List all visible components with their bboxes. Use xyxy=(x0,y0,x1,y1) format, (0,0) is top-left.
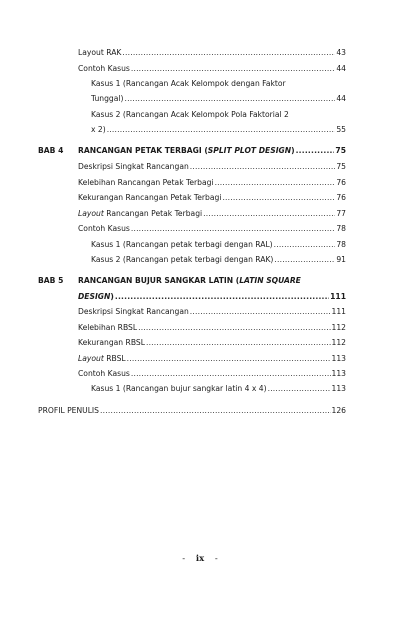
toc-leader-dots xyxy=(131,224,335,234)
toc-entry-label: Layout RBSL xyxy=(78,354,126,363)
toc-leader-dots xyxy=(222,193,335,203)
toc-entry-kasus2-rak xyxy=(91,125,346,135)
toc-leader-dots xyxy=(107,125,336,135)
toc-entry-label: Deskripsi Singkat Rancangan xyxy=(78,162,189,171)
chapter-title: RANCANGAN PETAK TERBAGI (SPLIT PLOT DESIGN) xyxy=(78,146,295,155)
footer-dash-left: - xyxy=(182,554,186,564)
toc-page-number: 91 xyxy=(336,255,346,264)
toc-entry-label: x 2) xyxy=(91,125,106,134)
chapter-title: DESIGN) xyxy=(78,292,114,301)
toc-entry-label: Kelebihan RBSL xyxy=(78,323,138,332)
toc-leader-dots xyxy=(131,64,335,74)
footer-dash-right: - xyxy=(214,554,218,564)
toc-page-number: 44 xyxy=(336,94,346,103)
toc-entry-layout-rak xyxy=(78,48,346,58)
toc-leader-dots xyxy=(115,292,329,302)
toc-leader-dots xyxy=(274,255,335,265)
toc-leader-dots xyxy=(146,338,331,348)
toc-page-number: 76 xyxy=(336,193,346,202)
toc-leader-dots xyxy=(274,240,336,250)
toc-page-number: 126 xyxy=(331,406,346,415)
toc-entry-deskripsi-rpt xyxy=(78,162,346,172)
toc-entry-label: Layout RAK xyxy=(78,48,122,57)
toc-leader-dots xyxy=(100,406,331,416)
toc-entry-label: Kasus 1 (Rancangan bujur sangkar latin 4 x 4) xyxy=(91,384,267,393)
toc-entry-contoh-kasus-rpt xyxy=(78,224,346,234)
toc-entry-kasus2-rak-line1: Kasus 2 (Rancangan Acak Kelompok Pola Faktorial 2 xyxy=(91,110,289,119)
toc-entry-kelebihan-rpt xyxy=(78,178,346,188)
toc-page-number: 112 xyxy=(331,338,346,347)
toc-page-number: 113 xyxy=(331,369,346,378)
toc-entry-label: Layout Rancangan Petak Terbagi xyxy=(78,209,203,218)
toc-entry-deskripsi-rbsl xyxy=(78,307,346,317)
toc-entry-label: Contoh Kasus xyxy=(78,64,130,73)
toc-leader-dots xyxy=(268,384,331,394)
toc-leader-dots xyxy=(190,307,331,317)
toc-entry-kasus1-rak xyxy=(91,94,346,104)
chapter-number: BAB 5 xyxy=(38,276,64,285)
toc-leader-dots xyxy=(122,48,335,58)
toc-entry-label: Kasus 1 (Rancangan petak terbagi dengan RAL) xyxy=(91,240,273,249)
toc-leader-dots xyxy=(138,323,330,333)
toc-page-number: 113 xyxy=(331,384,346,393)
toc-entry-label: PROFIL PENULIS xyxy=(38,406,99,415)
toc-entry-layout-rbsl xyxy=(78,354,346,364)
page-number: ix xyxy=(195,554,205,564)
toc-entry-contoh-kasus xyxy=(78,64,346,74)
toc-leader-dots xyxy=(131,369,331,379)
toc-page-number: 43 xyxy=(336,48,346,57)
toc-entry-kasus2-rpt xyxy=(91,255,346,265)
toc-leader-dots xyxy=(296,146,335,156)
chapter-number: BAB 4 xyxy=(38,146,64,155)
toc-entry-label: Contoh Kasus xyxy=(78,369,130,378)
toc-entry-label: Deskripsi Singkat Rancangan xyxy=(78,307,189,316)
toc-page-number: 44 xyxy=(336,64,346,73)
toc-entry-label: Kekurangan RBSL xyxy=(78,338,145,347)
toc-chapter-5-title xyxy=(78,292,346,302)
toc-entry-layout-rpt xyxy=(78,209,346,219)
toc-entry-kasus1-rak-line1: Kasus 1 (Rancangan Acak Kelompok dengan Faktor xyxy=(91,79,286,88)
toc-entry-label: Kasus 2 (Rancangan petak terbagi dengan RAK) xyxy=(91,255,274,264)
page-footer xyxy=(0,554,400,564)
toc-page-number: 55 xyxy=(336,125,346,134)
toc-page-number: 113 xyxy=(331,354,346,363)
toc-entry-contoh-kasus-rbsl xyxy=(78,369,346,379)
toc-page-number: 112 xyxy=(331,323,346,332)
toc-entry-label: Contoh Kasus xyxy=(78,224,130,233)
toc-page-number: 76 xyxy=(336,178,346,187)
toc-chapter-4-title xyxy=(78,146,346,156)
toc-entry-kekurangan-rbsl xyxy=(78,338,346,348)
toc-chapter-5-title-line1: RANCANGAN BUJUR SANGKAR LATIN (LATIN SQUARE xyxy=(78,276,301,285)
toc-entry-label: Kekurangan Rancangan Petak Terbagi xyxy=(78,193,222,202)
toc-entry-kasus1-rbsl xyxy=(91,384,346,394)
toc-entry-label: Kelebihan Rancangan Petak Terbagi xyxy=(78,178,214,187)
toc-entry-kelebihan-rbsl xyxy=(78,323,346,333)
toc-page-number: 75 xyxy=(336,162,346,171)
toc-page-number: 75 xyxy=(335,146,346,155)
toc-leader-dots xyxy=(203,209,335,219)
toc-entry-label: Tunggal) xyxy=(91,94,124,103)
toc-page-number: 78 xyxy=(336,224,346,233)
toc-page-number: 77 xyxy=(336,209,346,218)
toc-leader-dots xyxy=(124,94,335,104)
toc-leader-dots xyxy=(190,162,336,172)
toc-leader-dots xyxy=(215,178,336,188)
toc-entry-kekurangan-rpt xyxy=(78,193,346,203)
toc-page-number: 111 xyxy=(330,292,346,301)
toc-page-number: 111 xyxy=(331,307,346,316)
toc-entry-kasus1-rpt xyxy=(91,240,346,250)
toc-leader-dots xyxy=(127,354,331,364)
toc-page-number: 78 xyxy=(336,240,346,249)
toc-entry-profil-penulis xyxy=(38,406,346,416)
